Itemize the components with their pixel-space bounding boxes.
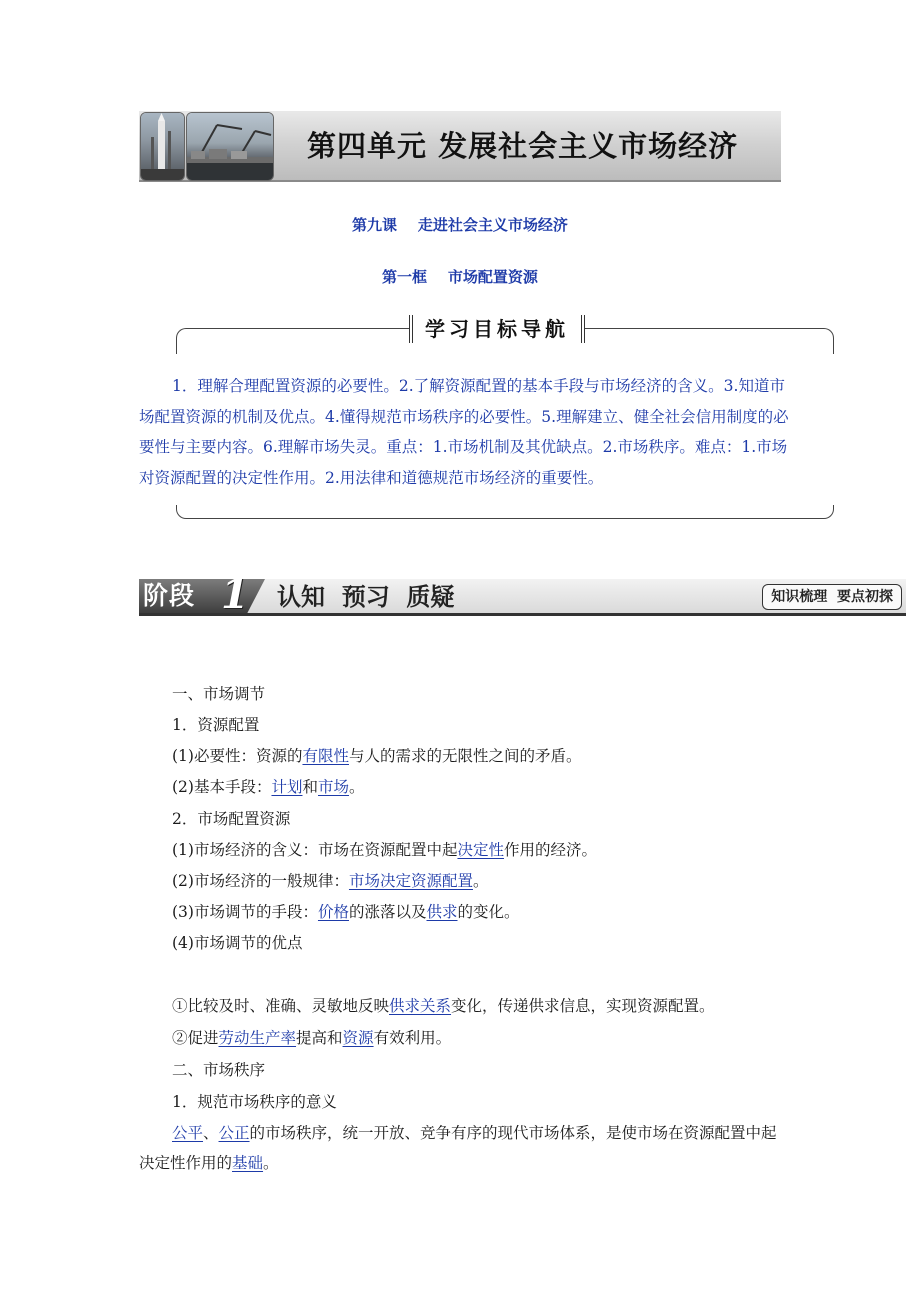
item-text: 、 bbox=[203, 1124, 219, 1142]
item-text: ②促进 bbox=[172, 1029, 219, 1047]
stage-number: 1 bbox=[221, 571, 249, 618]
answer-blank: 价格 bbox=[317, 903, 349, 921]
answer-blank: 计划 bbox=[271, 778, 303, 796]
answer-blank: 基础 bbox=[232, 1154, 264, 1172]
subheading-order-significance: 1．规范市场秩序的意义 bbox=[172, 1093, 337, 1111]
item-text: (3)市场调节的手段： bbox=[172, 903, 318, 921]
answer-blank: 市场决定资源配置 bbox=[348, 872, 473, 890]
item-basic-means bbox=[172, 775, 365, 797]
objectives-heading: 学习目标导航 bbox=[409, 315, 585, 343]
item-text: 。 bbox=[472, 872, 489, 890]
subheading-resource-allocation: 1．资源配置 bbox=[172, 716, 260, 734]
item-market-economy-meaning bbox=[172, 838, 597, 860]
stage-tag: 知识梳理 要点初探 bbox=[762, 584, 902, 610]
item-advantages: (4)市场调节的优点 bbox=[172, 934, 303, 952]
item-necessity bbox=[172, 744, 582, 766]
item-text: 的市场秩序，统一开放、竞争有序的现代市场体系，是使市场在资源配置中起决定性作用的 bbox=[139, 1124, 777, 1172]
rocket-launch-photo bbox=[141, 113, 184, 180]
answer-blank: 公平 bbox=[172, 1124, 204, 1142]
item-text: 的涨落以及 bbox=[348, 903, 427, 921]
lesson-course-title: 第九课 走进社会主义市场经济 bbox=[352, 216, 568, 234]
item-text: 有效利用。 bbox=[373, 1029, 452, 1047]
answer-blank: 劳动生产率 bbox=[218, 1029, 297, 1047]
stage-label: 阶段 bbox=[143, 581, 196, 610]
answer-blank: 市场 bbox=[318, 778, 350, 796]
item-text: 与人的需求的无限性之间的矛盾。 bbox=[348, 747, 582, 765]
harbor-cranes-photo bbox=[187, 113, 273, 180]
item-text: 和 bbox=[302, 778, 318, 796]
item-text: (2)基本手段： bbox=[172, 778, 272, 796]
objectives-frame-bottom bbox=[176, 505, 834, 519]
answer-blank: 有限性 bbox=[302, 747, 349, 765]
item-text: 提高和 bbox=[296, 1029, 343, 1047]
answer-blank: 资源 bbox=[342, 1029, 374, 1047]
point-reflect-supply-demand bbox=[172, 994, 715, 1016]
item-text: 。 bbox=[263, 1154, 279, 1172]
section-heading-market-order: 二、市场秩序 bbox=[172, 1061, 266, 1079]
item-text: 。 bbox=[349, 778, 365, 796]
unit-banner bbox=[139, 111, 781, 182]
answer-blank: 决定性 bbox=[457, 841, 504, 859]
unit-title: 第四单元 发展社会主义市场经济 bbox=[307, 129, 739, 163]
stage-banner bbox=[139, 571, 906, 618]
item-text: 的变化。 bbox=[457, 903, 520, 921]
section-heading-market-regulation: 一、市场调节 bbox=[172, 685, 266, 703]
paragraph-order-significance bbox=[139, 1118, 789, 1178]
item-text: 作用的经济。 bbox=[503, 841, 597, 859]
item-text: (1)市场经济的含义：市场在资源配置中起 bbox=[172, 841, 458, 859]
item-text: ①比较及时、准确、灵敏地反映 bbox=[172, 997, 390, 1015]
objectives-text: 1．理解合理配置资源的必要性。2.了解资源配置的基本手段与市场经济的含义。3.知道市场配置资源的机制及优点。4.懂得规范市场秩序的必要性。5.理解建立、健全社会信用制度的必要性与主要内容。6.理解市场失灵。重点：1.市场机制及其优缺点。2.市场秩序。难点：1.市场对资源配置的决定性作用。2.用法律和道德规范市场经济的重要性。 bbox=[139, 377, 789, 487]
answer-blank: 供求 bbox=[426, 903, 458, 921]
item-general-law bbox=[172, 869, 489, 891]
item-text: (1)必要性：资源的 bbox=[172, 747, 303, 765]
item-text: (2)市场经济的一般规律： bbox=[172, 872, 349, 890]
answer-blank: 公正 bbox=[218, 1124, 250, 1142]
subheading-market-allocation: 2．市场配置资源 bbox=[172, 810, 291, 828]
item-regulation-means bbox=[172, 900, 520, 922]
item-text: 变化，传递供求信息，实现资源配置。 bbox=[451, 997, 715, 1015]
lesson-section-title: 第一框 市场配置资源 bbox=[382, 268, 538, 286]
point-productivity bbox=[172, 1026, 451, 1048]
stage-title: 认知 预习 质疑 bbox=[277, 582, 455, 611]
answer-blank: 供求关系 bbox=[389, 997, 452, 1015]
